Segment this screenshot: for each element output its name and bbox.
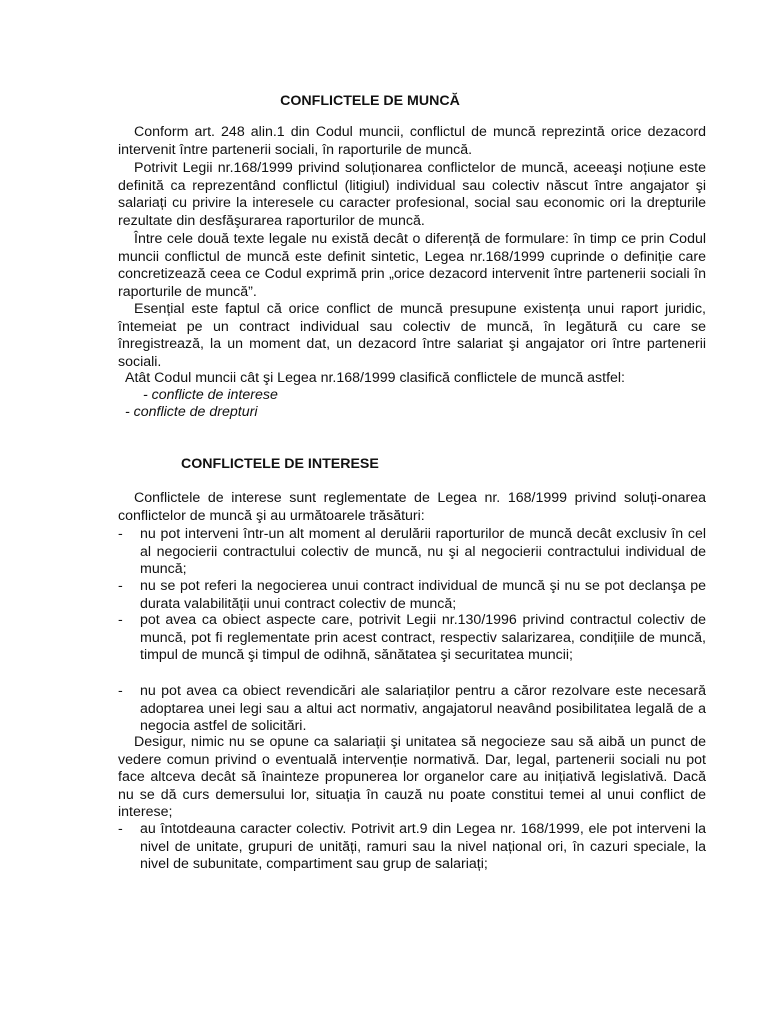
paragraph-2: Potrivit Legii nr.168/1999 privind soluționarea conflictelor de muncă, aceeaşi noțiune este definită ca reprezentând conflictul (litigiul) individual sau colectiv născut între angajator şi salariați cu privire la interesele cu caracter profesional, social sau economic ori la drepturile rezultate din desfăşurarea raporturilor de muncă. — [118, 160, 706, 229]
document-title: CONFLICTELE DE MUNCĂ — [280, 93, 460, 109]
paragraph-1: Conform art. 248 alin.1 din Codul muncii, conflictul de muncă reprezintă orice dezacord intervenit între partenerii sociali, în raporturile de muncă. — [118, 124, 706, 158]
list-item: - nu se pot referi la negocierea unui contract individual de muncă şi nu se pot declanşa pe durata valabilității unui contract colectiv de muncă; — [118, 578, 706, 612]
conflict-type-interese: - conflicte de interese — [143, 387, 278, 403]
conflict-type-drepturi: - conflicte de drepturi — [125, 404, 258, 420]
paragraph-5: Atât Codul muncii cât şi Legea nr.168/1999 clasifică conflictele de muncă astfel: — [125, 370, 625, 386]
paragraph-4: Esențial este faptul că orice conflict de muncă presupune existența unui raport juridic, întemeiat pe un contract individual sau colectiv de muncă, în legătură cu care se înregistrează, la un moment dat, un dezacord între salariat şi angajator ori între partenerii sociali. — [118, 301, 706, 370]
paragraph-6: Conflictele de interese sunt reglementate de Legea nr. 168/1999 privind soluți-onarea conflictelor de muncă şi au următoarele trăsături: — [118, 490, 706, 524]
list-item: - pot avea ca obiect aspecte care, potrivit Legii nr.130/1996 privind contractul colectiv de muncă, pot fi reglementate prin acest contract, respectiv salarizarea, condițiile de muncă, timpul de muncă şi timpul de odihnă, sănătatea şi securitatea muncii; — [118, 612, 706, 664]
list-item: - nu pot avea ca obiect revendicări ale salariaților pentru a căror rezolvare este necesară adoptarea unei legi sau a altui act normativ, angajatorul neavând posibilitatea legală de a negocia astfel de solicitări. — [118, 683, 706, 735]
paragraph-3: Între cele două texte legale nu există decât o diferență de formulare: în timp ce prin Codul muncii conflictul de muncă este definit sintetic, Legea nr.168/1999 cuprinde o definiție care concretizează ceea ce Codul exprimă prin „orice dezacord intervenit între partenerii sociali în raporturile de muncă”. — [118, 231, 706, 300]
list-item: - au întotdeauna caracter colectiv. Potrivit art.9 din Legea nr. 168/1999, ele pot interveni la nivel de unitate, grupuri de unități, ramuri sau la nivel național ori, în cazuri speciale, la nivel de subunitate, compartiment sau grup de salariați; — [118, 821, 706, 873]
list-item: - nu pot interveni într-un alt moment al derulării raporturilor de muncă decât exclusiv în cel al negocierii contractului colectiv de muncă, nu şi al negocierii contractului individual de muncă; — [118, 526, 706, 578]
section-heading: CONFLICTELE DE INTERESE — [181, 456, 379, 472]
paragraph-7: Desigur, nimic nu se opune ca salariații şi unitatea să negocieze sau să aibă un punct de vedere comun privind o eventuală intervenție normativă. Dar, legal, partenerii sociali nu pot face altceva decât să înainteze propunerea lor organelor care au inițiativă legislativă. Dacă nu se dă curs demersului lor, situația în cauză nu poate constitui temei al unui conflict de interese; — [118, 734, 706, 821]
